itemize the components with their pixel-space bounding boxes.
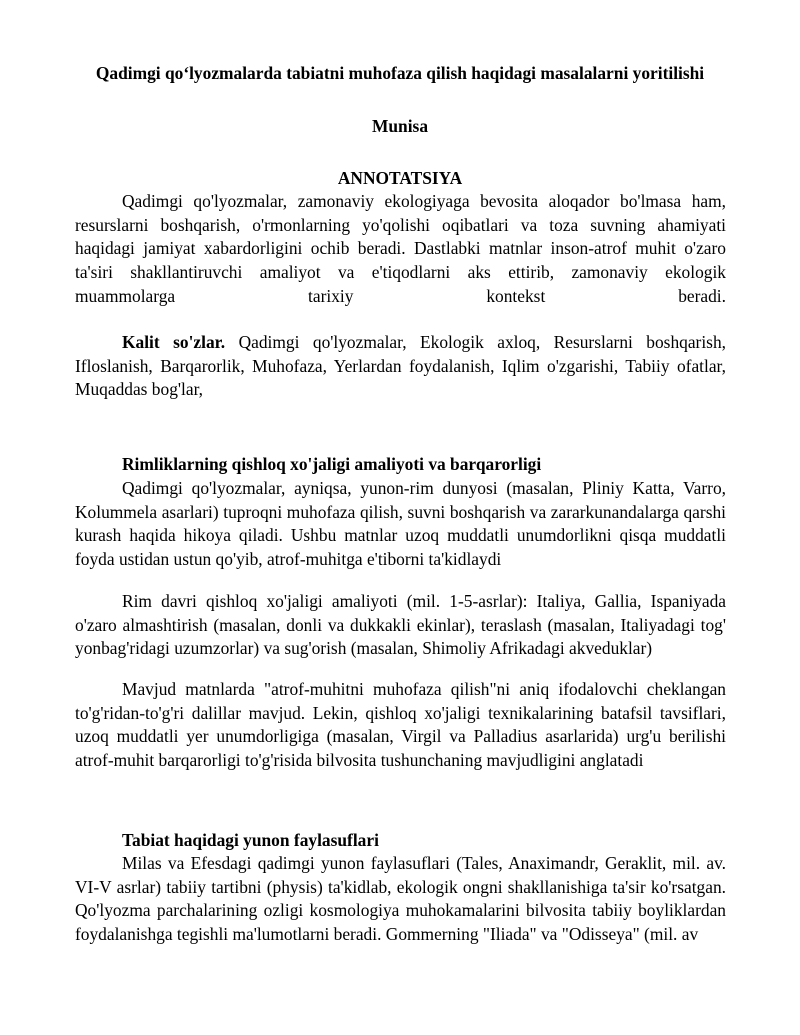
abstract-text: Qadimgi qo'lyozmalar, zamonaviy ekologiyaga bevosita aloqador bo'lmasa ham, resurslarni boshqarish, o'rmonlarning yo'qolishi oqibatlari va toza suvning ahamiyati haqidagi jamiyat xabardorligini ochib beradi. Dastlabki matnlar inson-atrof muhit o'zaro ta'siri shakllantiruvchi amaliyot va e'tiqodlarni aks ettirib, zamonaviy ekologik muammolarga tarixiy kontekst beradi. <box>75 191 726 306</box>
section1-paragraph-1 <box>75 477 726 572</box>
section2-heading: Tabiat haqidagi yunon faylasuflari <box>122 830 379 850</box>
section1-heading: Rimliklarning qishloq xo'jaligi amaliyoti va barqarorligi <box>122 454 542 474</box>
keywords-text: Qadimgi qo'lyozmalar, Ekologik axloq, Resurslarni boshqarish, Ifloslanish, Barqarorlik, Muhofaza, Yerlardan foydalanish, Iqlim o'zgarishi, Tabiiy ofatlar, Muqaddas bog'lar, <box>75 332 726 400</box>
document-title: Qadimgi qo‘lyozmalarda tabiatni muhofaza qilish haqidagi masalalarni yoritilishi <box>95 63 705 83</box>
section1-paragraph-2 <box>75 590 726 661</box>
section1-paragraph-3 <box>75 678 726 773</box>
section2-p1-text: Milas va Efesdagi qadimgi yunon faylasuflari (Tales, Anaximandr, Geraklit, mil. av. VI-V asrlar) tabiiy tartibni (physis) ta'kidlab, ekologik ongni shakllanishiga ta'sir ko'rsatgan. Qo'lyozma parchalarining ozligi kosmologiya muhokamalarini bilvosita tabiiy boyliklardan foydalanishga tegishli ma'lumotlarni beradi. Gommerning "Iliada" va "Odisseya" (mil. av <box>75 853 726 945</box>
section1-p1-text: Qadimgi qo'lyozmalar, ayniqsa, yunon-rim dunyosi (masalan, Pliniy Katta, Varro, Kolummela asarlari) tuproqni muhofaza qilish, suvni boshqarish va zararkunandalarga qarshi kurash haqida hikoya qiladi. Ushbu matnlar uzoq muddatli unumdorlikni qisqa muddatli foyda ustidan ustun qo'yib, atrof-muhitga e'tiborni ta'kidlaydi <box>75 478 726 570</box>
author-name: Munisa <box>371 116 429 136</box>
abstract-heading: ANNOTATSIYA <box>337 168 463 188</box>
section1-p3-text: Mavjud matnlarda "atrof-muhitni muhofaza qilish"ni aniq ifodalovchi cheklangan to'g'ridan-to'g'ri dalillar mavjud. Lekin, qishloq xo'jaligi texnikalarining batafsil tavsiflari, uzoq muddatli yer unumdorligiga (masalan, Virgil va Palladius asarlarida) urg'u berilishi atrof-muhit barqarorligi to'g'risida bilvosita tushunchaning mavjudligini anglatadi <box>75 679 726 771</box>
abstract-paragraph <box>75 190 726 309</box>
keywords-paragraph <box>75 331 726 402</box>
section2-paragraph-1 <box>75 852 726 947</box>
section1-p2-text: Rim davri qishloq xo'jaligi amaliyoti (mil. 1-5-asrlar): Italiya, Gallia, Ispaniyada o'zaro almashtirish (masalan, donli va dukkakli ekinlar), teraslash (masalan, Italiyadagi tog' yonbag'ridagi uzumzorlar) va sug'orish (masalan, Shimoliy Afrikadagi akveduklar) <box>75 591 726 659</box>
keywords-label: Kalit so'zlar. <box>122 332 226 352</box>
